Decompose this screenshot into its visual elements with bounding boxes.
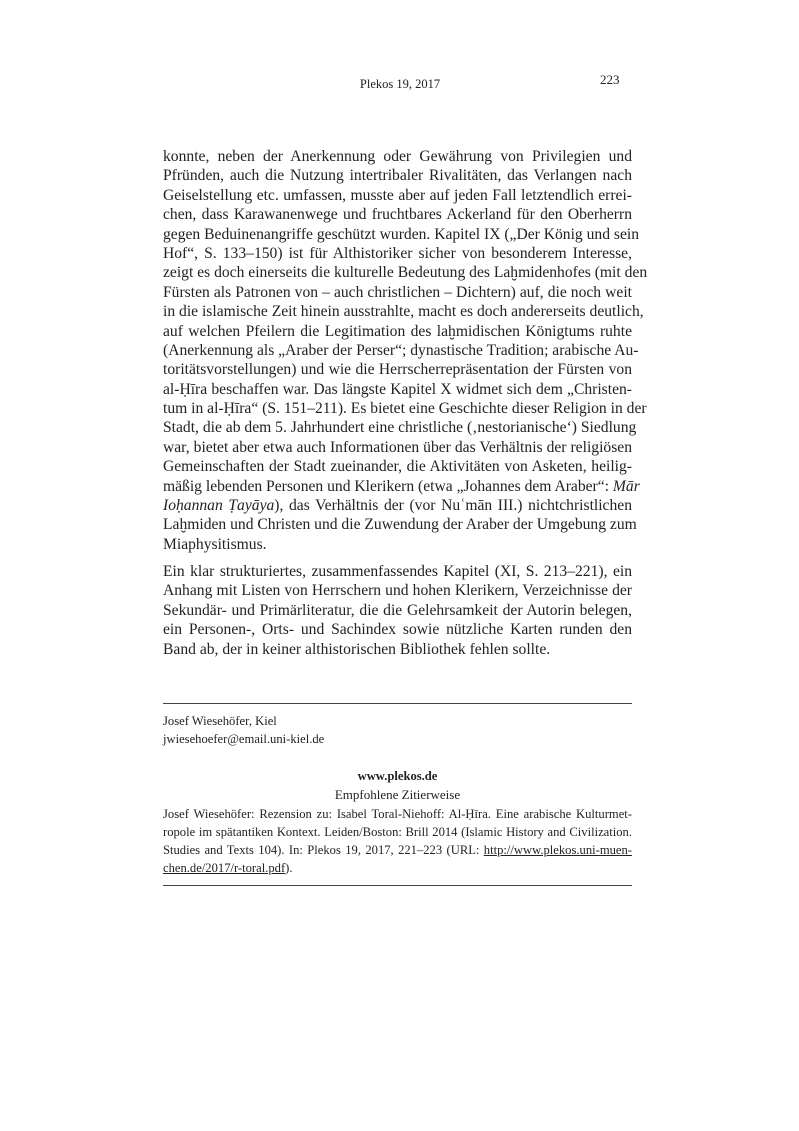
- text-line: [163, 496, 632, 515]
- running-head: Plekos 19, 2017: [359, 77, 441, 91]
- review-paragraph-2: [163, 562, 632, 659]
- text-line: tum in al-Ḥīra“ (S. 151–211). Es bietet eine Geschichte dieser Religion in der: [163, 400, 647, 418]
- text-line: al-Ḥīra beschaffen war. Das längste Kapitel X widmet sich dem „Christen-: [163, 380, 632, 398]
- citation-block: [163, 767, 632, 877]
- author-name: Josef Wiesehöfer, Kiel: [163, 714, 277, 728]
- text-line: Sekundär- und Primärliteratur, die die Gelehrsamkeit der Autorin belegen,: [163, 601, 632, 619]
- citation-url[interactable]: chen.de/2017/r-toral.pdf: [163, 861, 286, 875]
- text-line: konnte, neben der Anerkennung oder Gewährung von Privilegien und: [163, 148, 632, 165]
- citation-line: [163, 841, 632, 859]
- text-line: gegen Beduinenangriffe geschützt wurden. Kapitel IX („Der König und sein: [163, 225, 640, 243]
- text-segment: ).: [285, 861, 293, 875]
- review-paragraph-1: [163, 147, 648, 554]
- author-email: jwiesehoefer@email.uni-kiel.de: [163, 732, 325, 746]
- text-line: auf welchen Pfeilern die Legitimation des laḫmidischen Königtums ruhte: [163, 322, 632, 340]
- citation-line: ropole im spätantiken Kontext. Leiden/Boston: Brill 2014 (Islamic History and Civilization.: [163, 825, 632, 839]
- text-line: Band ab, der in keiner althistorischen Bibliothek fehlen sollte.: [163, 640, 551, 658]
- text-segment: Studies and Texts 104). In: Plekos 19, 2017, 221–223 (URL:: [163, 843, 484, 857]
- text-line: Gemeinschaften der Stadt zueinander, die Aktivitäten von Asketen, heilig-: [163, 458, 632, 476]
- text-line: (Anerkennung als „Araber der Perser“; dynastische Tradition; arabische Au-: [163, 341, 639, 359]
- text-line: ein Personen-, Orts- und Sachindex sowie nützliche Karten runden den: [163, 621, 632, 639]
- text-line: Pfründen, auch die Nutzung intertribaler Rivalitäten, das Verlangen nach: [163, 167, 632, 185]
- italic-name: Mār: [612, 477, 640, 495]
- text-line: [163, 477, 640, 496]
- text-line: Miaphysitismus.: [163, 535, 267, 553]
- divider: [163, 703, 632, 704]
- author-block: [163, 712, 632, 748]
- text-line: Anhang mit Listen von Herrschern und hohen Klerikern, Verzeichnisse der: [163, 582, 632, 600]
- text-line: Stadt, die ab dem 5. Jahrhundert eine christliche (‚nestorianische‘) Siedlung: [163, 419, 637, 437]
- text-line: Geiselstellung etc. umfassen, musste aber auf jeden Fall letztendlich errei-: [163, 186, 632, 204]
- text-segment: mäßig lebenden Personen und Klerikern (etwa „Johannes dem Araber“:: [163, 477, 613, 495]
- italic-name: Ioḥannan Ṭayāya: [163, 497, 275, 515]
- citation-heading: Empfohlene Zitierweise: [334, 787, 461, 802]
- citation-url[interactable]: http://www.plekos.uni-muen-: [483, 843, 632, 857]
- site-link[interactable]: www.plekos.de: [357, 769, 438, 783]
- divider: [163, 885, 632, 886]
- text-line: chen, dass Karawanenwege und fruchtbares Ackerland für den Oberherrn: [163, 206, 632, 224]
- text-line: toritätsvorstellungen) und wie die Herrscherrepräsentation der Fürsten von: [163, 361, 632, 379]
- text-line: Fürsten als Patronen von – auch christlichen – Dichtern) auf, die noch weit: [163, 283, 632, 301]
- text-line: war, bietet aber etwa auch Informationen über das Verhältnis der religiösen: [163, 438, 632, 456]
- page-number: 223: [600, 72, 620, 87]
- citation-line: [163, 859, 632, 877]
- text-line: Ein klar strukturiertes, zusammenfassendes Kapitel (XI, S. 213–221), ein: [163, 563, 632, 580]
- text-line: in die islamische Zeit hinein ausstrahlte, macht es doch andererseits deutlich,: [163, 303, 644, 321]
- text-line: Hof“, S. 133–150) ist für Althistoriker sicher von besonderem Interesse,: [163, 244, 632, 262]
- citation-line: Josef Wiesehöfer: Rezension zu: Isabel Toral-Niehoff: Al-Ḥīra. Eine arabische Kulturmet-: [163, 807, 632, 821]
- text-segment: ), das Verhältnis der (vor Nuʿmān III.) nichtchristlichen: [274, 497, 632, 515]
- text-line: Laḫmiden und Christen und die Zuwendung der Araber der Umgebung zum: [163, 516, 637, 534]
- text-line: zeigt es doch einerseits die kulturelle Bedeutung des Laḫmidenhofes (mit den: [163, 264, 648, 282]
